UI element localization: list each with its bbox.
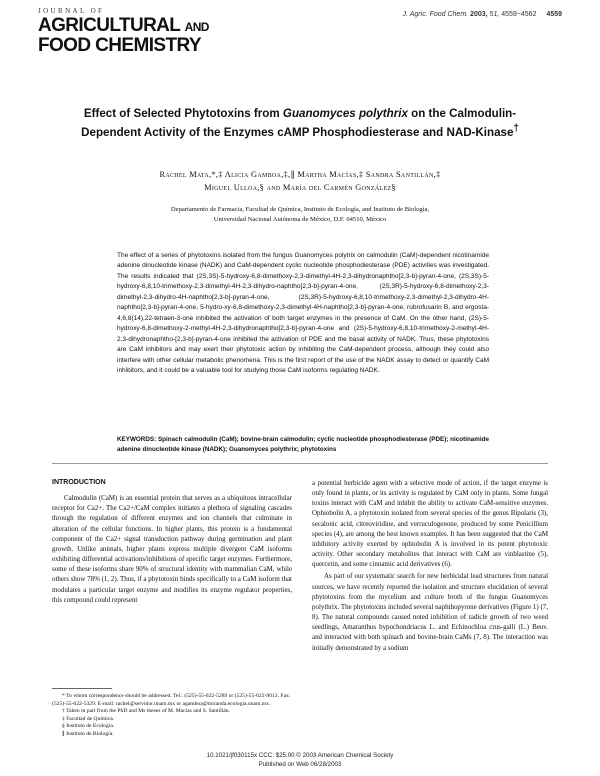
footnote-quimica: ‡ Facultad de Química. (62, 715, 115, 722)
title-part-2: on the Calmodulin-Dependent Activity of the Enzymes cAMP Phosphodiesterase and NAD-Kinase (81, 107, 517, 139)
masthead-agricultural: AGRICULTURAL (38, 15, 180, 36)
page-footer (150, 752, 450, 769)
footnote-ecologia: § Instituto de Ecología. (62, 723, 115, 730)
footnote-correspondence: * To whom correspondence should be addressed. Tel.: (525)-55-622-5289 or (525)-55-622-9013. Fax: (525)-55-622-5329. E-mail: rachel@servidor.unam.mx or agamboa@miranda.ecologia.unam.mx. (52, 693, 291, 707)
footnote-rule (52, 688, 112, 689)
journal-masthead (38, 8, 248, 55)
title-dagger: † (513, 123, 519, 134)
citation-journal: J. Agric. Food Chem. (402, 11, 469, 18)
authors-line-2: Miguel Ulloa,§ and María del Carmén González§ (204, 183, 396, 192)
intro-paragraph-3: As part of our systematic search for new herbicidal lead structures from natural sources, we have recently reported the isolation and structure elucidation of several phytotoxins from the mycelium and culture broth of the fungus Guanomyces polythrix. The phytotoxins included several naphthopyrone derivatives (Figure 1) (7, 8). The natural compounds caused noted inhibition of radicle growth of two weed seedlings, Amaranthus hypochondriacus L. and Echinochloa crus-galli (L.) Beuv. and interacted with both spinach and bovine-brain CaMs (7, 8). The interaction was initially demonstrated by a sodium (312, 572, 548, 652)
masthead-line-1: JOURNAL OF (38, 7, 105, 15)
masthead-line-3: FOOD CHEMISTRY (38, 35, 201, 56)
right-column (312, 478, 548, 653)
author-list (70, 168, 530, 194)
keywords-text: Spinach calmodulin (CaM); bovine-brain calmodulin; cyclic nucleotide phosphodiesterase (PDE); nicotinamide adenine dinucleotide kinase (NADK); Guanomyces polythrix; phytotoxins (117, 436, 489, 454)
intro-paragraph-2: a potential herbicide agent with a selective mode of action, if the target enzyme is only found in plants, or its activity is regulated by CaM only in plants. Some fungal toxins interact with CaM and inhibit the ability to activate CaM-sensitive enzymes. Ophiobolin A, a phytotoxin isolated from several species of the genus Bipolaris (3), secalonic acid, citreoviridine, and verruculogenone, produced by some Penicillium species (4), are among the best known examples. It has been suggested that the CaM inhibitory activity exerted by ophiobolin A is involved in its potent phytotoxic activity. Other secondary metabolites that interact with CaM are vinblastine (5), quercetin, and some cinnamic acid derivatives (6). (312, 479, 548, 569)
article-title (80, 106, 520, 140)
masthead-and: AND (184, 20, 209, 34)
affiliation-line-1: Departamento de Farmacia, Facultad de Química, Instituto de Ecología, and Instituto de Biología, (170, 206, 430, 213)
introduction-heading: INTRODUCTION (52, 479, 106, 486)
footnote-theses: † Taken in part from the PhD and Ms theses of M. Macías and S. Santillán. (62, 708, 230, 715)
left-column (52, 478, 292, 605)
keywords-label: KEYWORDS: (117, 436, 157, 443)
section-divider (52, 463, 548, 464)
affiliation-line-2: Universidad Nacional Autónoma de México, D.F. 04510, México (213, 216, 387, 223)
footnote-biologia: ∥ Instituto de Biología. (62, 730, 114, 737)
abstract: The effect of a series of phytotoxins isolated from the fungus Guanomyces polytrix on calmodulin (CaM)-dependent nicotinamide adenine dinucleotide kinase (NADK) and CaM-dependent cyclic nucleotide phosphodiesterase (PDE) activities was investigated. The results indicated that (2S,3S)-5-hydroxy-6,8-dimethoxy-2,3-dimethyl-4H-2,3-dihydronaphtho[2,3-b]-pyran-4-one, (2S,3S)-5-hydroxy-6,8,10-trimethoxy-2,3-dimethyl-4H-2,3-dihydro-naphtho[2,3-b]-pyran-4-one, (2S,3R)-5-hydroxy-6,8-dimethoxy-2,3-dimethyl-2,3-dihydro-4H-naphtho[2,3-b]-pyran-4-one, (2S,3R)-5-hydroxy-6,8,10-trimethoxy-2,3-dimethyl-2,3-dihydro-4H-naphtho[2,3-b]-pyran-4-one, 5-hydro-xy-6,8-dimethoxy-2,3-dimethyl-4H-naphtho[2,3-b]-pyran-4-one, rubrofusarin B, and ergosta-4,6,8(14),22-tetraen-3-one inhibited the activation of both target enzymes in the presence of CaM. On the other hand, (2S)-5-hydroxy-6,8-dimethoxy-2-methyl-4H-2,3-dihydronaphtho[2,3-b]-pyran-4-one and (2S)-5-hydroxy-6,8,10-trimethoxy-2-methyl-4H-2,3-dihydronaphtho-[2,3-b]-pyran-4-one inhibited the activation of PDE and the basal activity of NADK. Thus, these phytotoxins are CaM inhibitors and may exert their phytotoxic action by inhibiting the CaM-dependent process, although they could also interfere with other cellular metabolic phenomena. This is the first report of the use of the NADK assay to detect or quantify CaM inhibitors, and it could be a valuable tool for studying those CaM isoforms regulating NADK. (117, 252, 489, 374)
authors-line-1: Rachel Mata,*,‡ Alicia Gamboa,‡,∥ Martha Macías,‡ Sandra Santillán,‡ (159, 170, 441, 179)
intro-paragraph-1: Calmodulin (CaM) is an essential protein that serves as a ubiquitous intracellular receptor for Ca2+. The Ca2+/CaM complex initiates a plethora of signaling cascades through the regulation of different enzymes and ion channels that culminate in alteration of the cellular functions. In higher plants, this protein is a fundamental component of the Ca2+ signal transduction pathway during germination and plant growth. Unlike animals, higher plants express multiple divergent CaM isoforms exhibiting differential activations/inhibitions of specific target enzymes. Furthermore, some of these isoforms share 90% of structural identity with mammalian CaM, while others show 78% (1, 2). Thus, if a phytotoxin binds specifically to a CaM isoform that modulates a particular target enzyme and modifies its enzyme regulator properties, this compound could represent (52, 494, 292, 604)
citation-volume: 51, (489, 11, 500, 18)
citation-pages: 4559−4562 (501, 11, 537, 18)
keywords (117, 435, 489, 456)
masthead-line-2 (38, 16, 248, 35)
page-number: 4559 (546, 11, 562, 18)
footer-doi: 10.1021/jf030115x CCC: $25.00 © 2003 American Chemical Society (206, 752, 394, 759)
citation-year: 2003, (470, 11, 488, 18)
citation-line (403, 11, 562, 18)
footnotes (52, 693, 292, 739)
title-part-1: Effect of Selected Phytotoxins from (83, 107, 283, 120)
title-species: Guanomyces polythrix (282, 107, 408, 120)
footer-published: Published on Web 06/28/2003 (258, 760, 342, 768)
affiliation (90, 205, 510, 225)
